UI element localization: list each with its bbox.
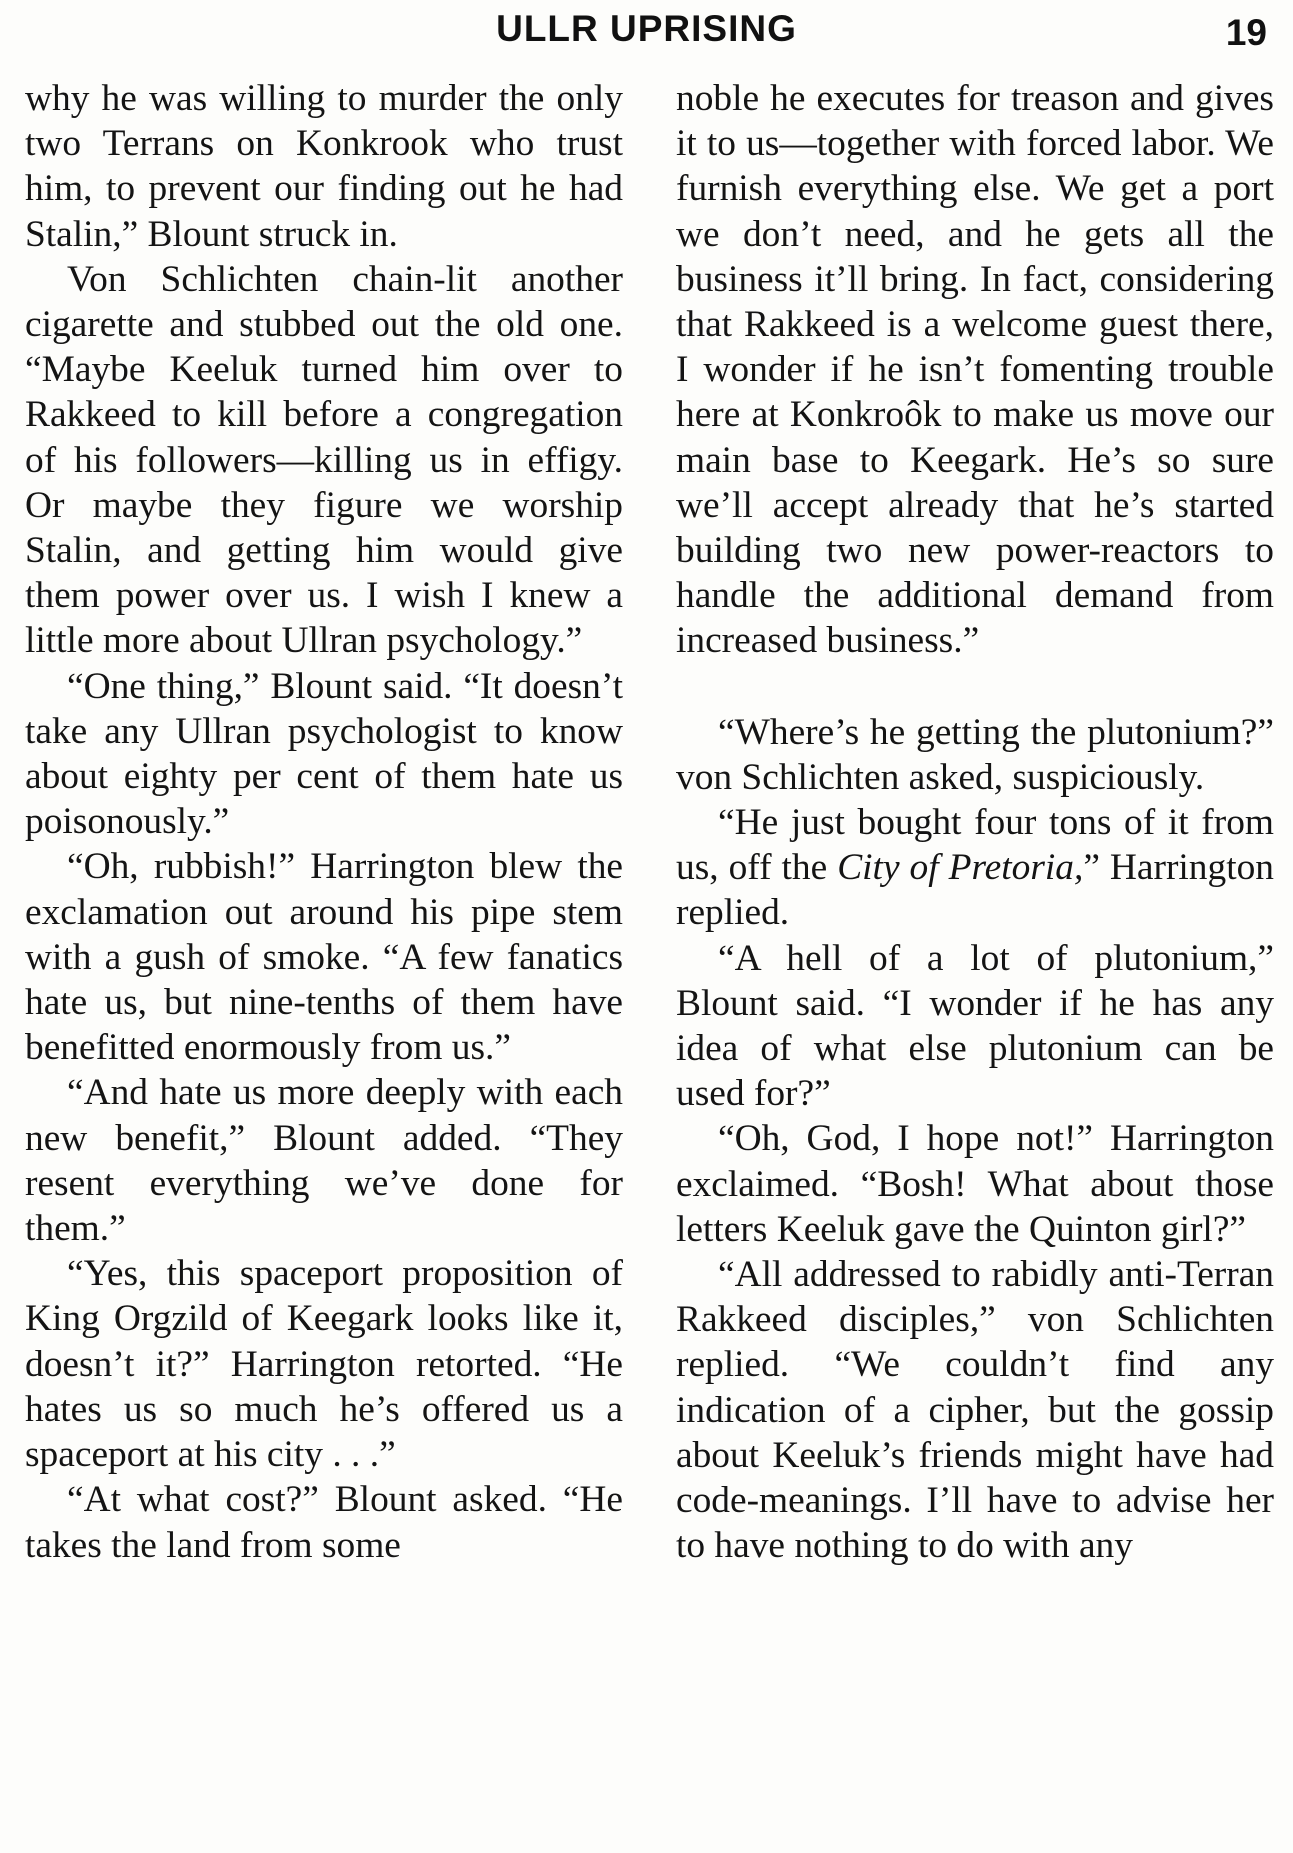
paragraph: “Where’s he getting the plutonium?” von Schlichten asked, suspiciously.: [676, 711, 1274, 798]
paragraph: “Oh, rubbish!” Harrington blew the exclamation out around his pipe stem with a gush of smoke. “A few fanatics hate us, but nine-tenths of them have benefitted enormously from us.”: [25, 846, 623, 1069]
right-column: [676, 76, 1274, 1569]
paragraph: “And hate us more deeply with each new benefit,” Blount added. “They resent everything we’ve done for them.”: [25, 1072, 623, 1250]
paragraph: “Oh, God, I hope not!” Harrington exclaimed. “Bosh! What about those letters Keeluk gave the Quinton girl?”: [676, 1118, 1274, 1250]
paragraph: “At what cost?” Blount asked. “He takes the land from some: [25, 1479, 623, 1566]
section-gap: [676, 664, 1274, 710]
paragraph: “One thing,” Blount said. “It doesn’t take any Ullran psychologist to know about eighty per cent of them hate us poisonously.”: [25, 665, 623, 843]
running-header: ULLR UPRISING: [496, 8, 797, 49]
ship-name-italic: City of Pretoria,: [837, 847, 1084, 889]
paragraph: “All addressed to rabidly anti-Terran Rakkeed disciples,” von Schlichten replied. “We couldn’t find any indication of a cipher, but the gossip about Keeluk’s friends might have had code-meanings. I’ll have to advise her to have nothing to do with any: [676, 1254, 1274, 1567]
paragraph: Von Schlichten chain-lit another cigarette and stubbed out the old one. “Maybe Keeluk turned him over to Rakkeed to kill before a congregation of his followers—killing us in effigy. Or maybe they figure we worship Stalin, and getting him would give them power over us. I wish I knew a little more about Ullran psychology.”: [25, 258, 623, 662]
paragraph-text: ” Harrington replied.: [676, 847, 1274, 934]
paragraph: “A hell of a lot of plutonium,” Blount said. “I wonder if he has any idea of what else plutonium can be used for?”: [676, 937, 1274, 1115]
paragraph: “Yes, this spaceport proposition of King Orgzild of Keegark looks like it, doesn’t it?” Harrington retorted. “He hates us so much he’s offered us a spaceport at his city . . .”: [25, 1253, 623, 1476]
paragraph: noble he executes for treason and gives it to us—together with forced labor. We furnish everything else. We get a port we don’t need, and he gets all the business it’ll bring. In fact, considering that Rakkeed is a welcome guest there, I wonder if he isn’t fomenting trouble here at Konkroôk to make us move our main base to Keegark. He’s so sure we’ll accept already that he’s started building two new power-reactors to handle the additional demand from increased business.”: [676, 78, 1274, 662]
paragraph: why he was willing to murder the only two Terrans on Konkrook who trust him, to prevent our finding out he had Stalin,” Blount struck in.: [25, 78, 623, 255]
paragraph-text: “He just bought four tons of it from us, off the: [676, 802, 1274, 889]
paragraph: [676, 800, 1274, 936]
page-number: 19: [1225, 12, 1267, 53]
left-column: [25, 76, 623, 1568]
